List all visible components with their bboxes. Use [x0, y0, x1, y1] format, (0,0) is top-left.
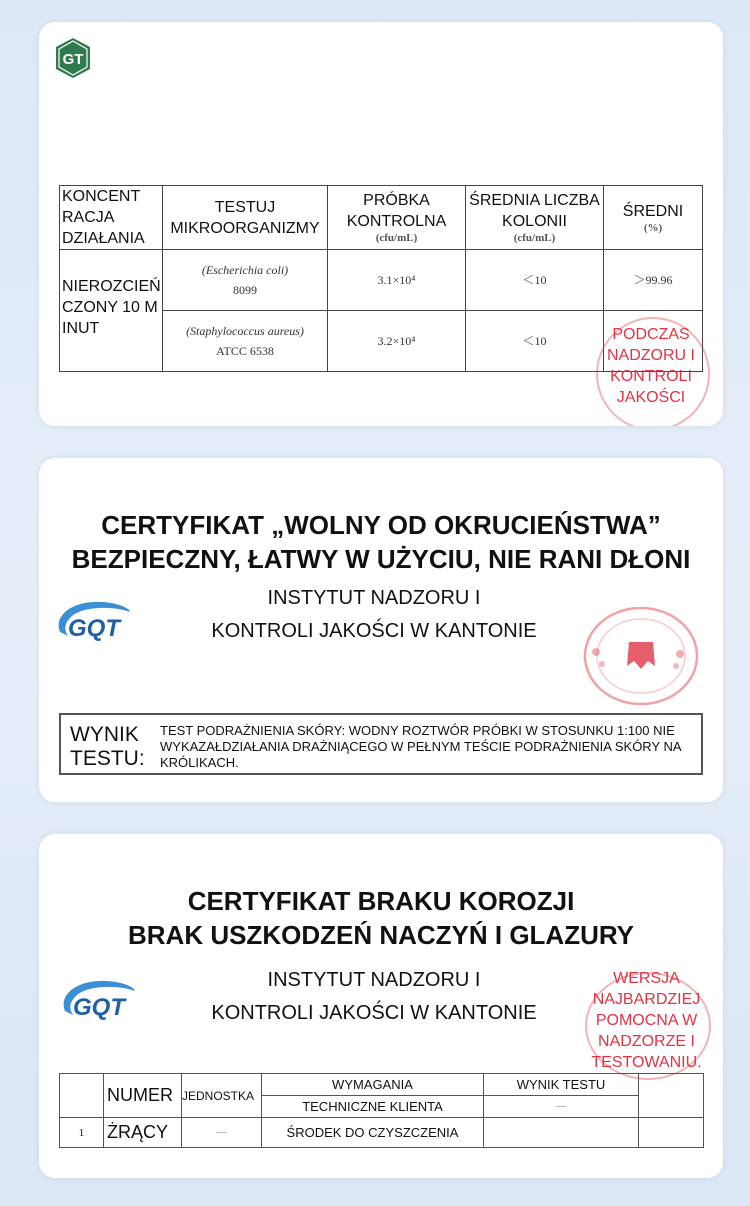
- test-result-box: [59, 713, 703, 775]
- row-result: [484, 1118, 639, 1148]
- result-header: WYNIK TESTU: [484, 1074, 639, 1096]
- control-cell: 3.2×10⁴: [328, 311, 466, 372]
- blank-cell: [639, 1118, 704, 1148]
- average-cell: ＜10: [466, 250, 604, 311]
- concentration-cell: NIEROZCIEŃCZONY 10 MINUT: [60, 250, 163, 372]
- header-average: ŚREDNIA LICZBA KOLONII (cfu/mL): [466, 186, 604, 250]
- stamp-text: WERSJA NAJBARDZIEJ POMOCNA W NADZORZE I TESTOWANIU.: [591, 970, 702, 1071]
- cruelty-free-certificate-card: [39, 458, 723, 802]
- requirements-header: WYMAGANIA: [262, 1074, 484, 1096]
- certificate-title: CERTYFIKAT BRAKU KOROZJI: [187, 886, 575, 916]
- header-rate: ŚREDNI (%): [604, 186, 703, 250]
- average-cell: ＜10: [466, 311, 604, 372]
- corrosion-table: [59, 1073, 704, 1148]
- header-concentration: KONCENT RACJA DZIAŁANIA: [60, 186, 163, 250]
- svg-text:GQT: GQT: [73, 994, 125, 1021]
- certificate-title: CERTYFIKAT „WOLNY OD OKRUCIEŃSTWA”: [101, 510, 661, 540]
- blank-cell: [639, 1074, 704, 1118]
- seal-stamp-icon: [582, 606, 700, 706]
- result-text: TEST PODRAŻNIENIA SKÓRY: WODNY ROZTWÓR PRÓBKI W STOSUNKU 1:100 NIE WYKAZAŁDZIAŁANIA DRAŻNIĄCEGO W PEŁNYM TEŚCIE PODRAŻNIENIA SKÓRY NA KRÓLIKACH.: [160, 723, 681, 770]
- numer-header: NUMER: [104, 1074, 182, 1118]
- svg-text:GT: GT: [62, 51, 84, 68]
- certificate-subtitle: BRAK USZKODZEŃ NACZYŃ I GLAZURY: [127, 920, 635, 950]
- stamp-text: PODCZAS NADZORU I KONTROLI JAKOŚCI: [607, 326, 695, 406]
- row-value: ŚRODEK DO CZYSZCZENIA: [262, 1118, 484, 1148]
- row-number: 1: [60, 1118, 104, 1148]
- row-name: ŻRĄCY: [104, 1118, 182, 1148]
- gt-logo-icon: [54, 37, 92, 79]
- control-cell: 3.1×10⁴: [328, 250, 466, 311]
- rate-cell: ＞99.96: [604, 250, 703, 311]
- gqt-logo-icon: [54, 598, 134, 644]
- certificate-subtitle: BEZPIECZNY, ŁATWY W UŻYCIU, NIE RANI DŁONI: [71, 544, 691, 574]
- test-report-card: [39, 22, 723, 426]
- gqt-logo-icon: [59, 977, 139, 1023]
- blank-cell: [60, 1074, 104, 1118]
- result-label: WYNIK TESTU:: [70, 723, 145, 770]
- organism-cell: (Escherichia coli) 8099: [163, 250, 328, 311]
- no-corrosion-certificate-card: [39, 834, 723, 1178]
- header-microorganisms: TESTUJ MIKROORGANIZMY: [163, 186, 328, 250]
- requirements-subheader: TECHNICZNE KLIENTA: [262, 1096, 484, 1118]
- header-control: PRÓBKA KONTROLNA (cfu/mL): [328, 186, 466, 250]
- svg-text:GQT: GQT: [68, 615, 120, 642]
- organism-cell: (Staphylococcus aureus) ATCC 6538: [163, 311, 328, 372]
- institute-name: INSTYTUT NADZORU I KONTROLI JAKOŚCI W KANTONIE: [211, 969, 537, 1024]
- result-dash: —: [484, 1096, 639, 1118]
- institute-name: INSTYTUT NADZORU I KONTROLI JAKOŚCI W KANTONIE: [211, 587, 537, 642]
- jednostka-header: JEDNOSTKA: [182, 1074, 262, 1118]
- row-unit-dash: —: [182, 1118, 262, 1148]
